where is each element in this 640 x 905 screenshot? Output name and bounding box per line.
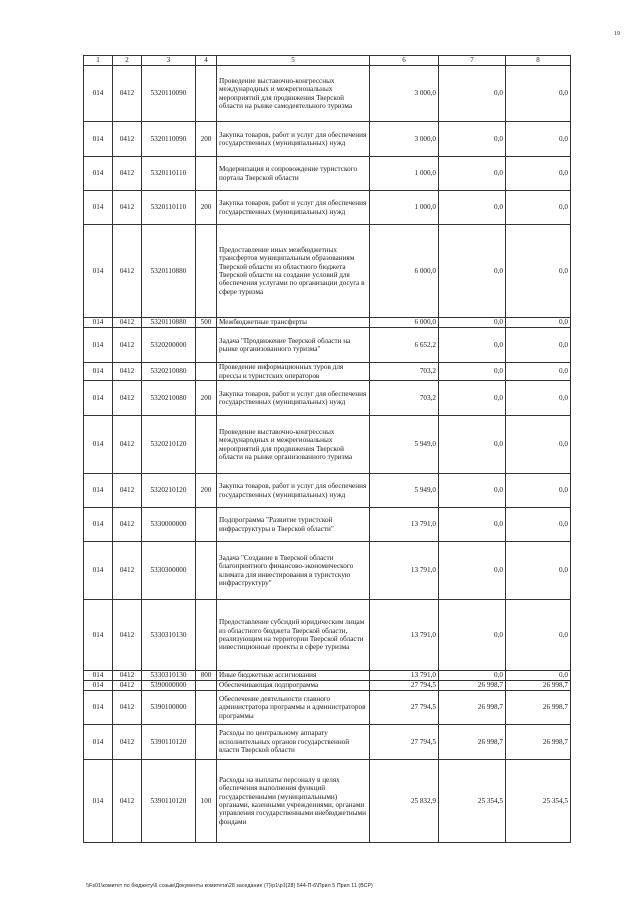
subsection-cell: 0412 [113,760,142,843]
table-row [84,66,571,122]
amount-cell: 5 949,0 [370,416,439,474]
article-cell: 5320110880 [142,225,196,318]
section-cell: 014 [84,157,113,191]
table-row [84,381,571,416]
subsection-cell: 0412 [113,671,142,681]
amount-cell: 13 791,0 [370,508,439,542]
column-header: 6 [370,56,439,66]
amount-cell: 0,0 [439,225,506,318]
item-name-cell: Проведение выставочно-конгрессных международных и межрегиональных мероприятий для продвижения Тверской области на рынке самодеятельного туризма [217,66,370,122]
section-cell: 014 [84,328,113,363]
expense-type-cell [196,681,217,691]
column-header: 5 [217,56,370,66]
article-cell: 5320210120 [142,474,196,508]
amount-cell: 3 000,0 [370,66,439,122]
amount-cell: 0,0 [439,191,506,225]
table-row [84,157,571,191]
expense-type-cell [196,725,217,760]
table-row [84,416,571,474]
expense-type-cell: 800 [196,671,217,681]
section-cell: 014 [84,318,113,328]
section-cell: 014 [84,416,113,474]
section-cell: 014 [84,542,113,600]
budget-table [83,55,571,843]
amount-cell: 0,0 [506,474,571,508]
amount-cell: 25 354,5 [439,760,506,843]
table-row [84,671,571,681]
expense-type-cell [196,542,217,600]
subsection-cell: 0412 [113,363,142,381]
table-row [84,318,571,328]
amount-cell: 0,0 [506,600,571,671]
section-cell: 014 [84,474,113,508]
article-cell: 5320210120 [142,416,196,474]
amount-cell: 3 000,0 [370,122,439,157]
section-cell: 014 [84,381,113,416]
subsection-cell: 0412 [113,381,142,416]
section-cell: 014 [84,681,113,691]
amount-cell: 25 354,5 [506,760,571,843]
amount-cell: 703,2 [370,363,439,381]
amount-cell: 0,0 [506,328,571,363]
column-header: 8 [506,56,571,66]
amount-cell: 0,0 [506,157,571,191]
expense-type-cell [196,600,217,671]
expense-type-cell [196,328,217,363]
subsection-cell: 0412 [113,681,142,691]
item-name-cell: Задача "Создание в Тверской области благоприятного финансово-экономического климата для инвестирования в туристскую инфраструктуру" [217,542,370,600]
column-header: 3 [142,56,196,66]
table-row [84,600,571,671]
column-header: 1 [84,56,113,66]
section-cell: 014 [84,191,113,225]
subsection-cell: 0412 [113,328,142,363]
article-cell: 5330310130 [142,671,196,681]
article-cell: 5320210080 [142,363,196,381]
article-cell: 5390000000 [142,681,196,691]
table-row [84,760,571,843]
expense-type-cell [196,157,217,191]
section-cell: 014 [84,508,113,542]
expense-type-cell: 500 [196,318,217,328]
amount-cell: 0,0 [439,157,506,191]
item-name-cell: Закупка товаров, работ и услуг для обеспечения государственных (муниципальных) нужд [217,474,370,508]
subsection-cell: 0412 [113,157,142,191]
item-name-cell: Модернизация и сопровождение туристского портала Тверской области [217,157,370,191]
amount-cell: 27 794,5 [370,691,439,725]
amount-cell: 0,0 [439,600,506,671]
amount-cell: 26 998,7 [439,681,506,691]
amount-cell: 26 998,7 [506,681,571,691]
amount-cell: 1 000,0 [370,157,439,191]
file-path-footer: \\Fs01\комитет по бюджету\6 созыв\Документы комитета\28 заседание (7)\p1\p1(28) 544-П-6\Прил 5 Прил 11 (ВСР) [86,883,373,889]
article-cell: 5330300000 [142,542,196,600]
table-row [84,681,571,691]
amount-cell: 0,0 [439,416,506,474]
amount-cell: 6 000,0 [370,318,439,328]
subsection-cell: 0412 [113,416,142,474]
column-header: 7 [439,56,506,66]
amount-cell: 13 791,0 [370,671,439,681]
table-row [84,691,571,725]
amount-cell: 1 000,0 [370,191,439,225]
article-cell: 5330000000 [142,508,196,542]
table-row [84,191,571,225]
amount-cell: 703,2 [370,381,439,416]
table-row [84,508,571,542]
expense-type-cell: 200 [196,474,217,508]
amount-cell: 27 794,5 [370,725,439,760]
item-name-cell: Проведение выставочно-конгрессных международных и межрегиональных мероприятий для продвижения Тверской области на рынке организованного туризма [217,416,370,474]
subsection-cell: 0412 [113,474,142,508]
subsection-cell: 0412 [113,318,142,328]
article-cell: 5320110110 [142,191,196,225]
amount-cell: 26 998,7 [439,691,506,725]
amount-cell: 0,0 [506,416,571,474]
section-cell: 014 [84,66,113,122]
column-header: 4 [196,56,217,66]
section-cell: 014 [84,122,113,157]
item-name-cell: Подпрограмма "Развитие туристской инфраструктуры в Тверской области" [217,508,370,542]
table-row [84,363,571,381]
amount-cell: 13 791,0 [370,542,439,600]
table-row [84,122,571,157]
table-row [84,542,571,600]
expense-type-cell [196,416,217,474]
item-name-cell: Обеспечивающая подпрограмма [217,681,370,691]
amount-cell: 26 998,7 [506,725,571,760]
amount-cell: 0,0 [439,542,506,600]
subsection-cell: 0412 [113,191,142,225]
item-name-cell: Проведение информационных туров для прессы и туристских операторов [217,363,370,381]
article-cell: 5320200000 [142,328,196,363]
subsection-cell: 0412 [113,508,142,542]
amount-cell: 0,0 [439,318,506,328]
amount-cell: 0,0 [506,542,571,600]
subsection-cell: 0412 [113,542,142,600]
amount-cell: 0,0 [439,122,506,157]
expense-type-cell [196,225,217,318]
amount-cell: 27 794,5 [370,681,439,691]
item-name-cell: Задача "Продвижение Тверской области на рынке организованного туризма" [217,328,370,363]
article-cell: 5390110120 [142,760,196,843]
item-name-cell: Межбюджетные трансферты [217,318,370,328]
item-name-cell: Иные бюджетные ассигнования [217,671,370,681]
article-cell: 5390110120 [142,725,196,760]
item-name-cell: Обеспечение деятельности главного администратора программы и администраторов программы [217,691,370,725]
amount-cell: 5 949,0 [370,474,439,508]
table-row [84,328,571,363]
amount-cell: 6 652,2 [370,328,439,363]
expense-type-cell [196,363,217,381]
amount-cell: 0,0 [506,671,571,681]
article-cell: 5320210080 [142,381,196,416]
section-cell: 014 [84,671,113,681]
amount-cell: 0,0 [439,671,506,681]
article-cell: 5330310130 [142,600,196,671]
item-name-cell: Предоставление субсидий юридическим лицам из областного бюджета Тверской области, реализующим на территории Тверской области инвестиционные проекты в сфере туризма [217,600,370,671]
article-cell: 5320110880 [142,318,196,328]
amount-cell: 0,0 [439,508,506,542]
section-cell: 014 [84,725,113,760]
item-name-cell: Расходы на выплаты персоналу в целях обеспечения выполнения функций государственными (муниципальными) органами, казенными учреждениями, органами управления государственными внебюджетными фондами [217,760,370,843]
subsection-cell: 0412 [113,66,142,122]
table-header-row [84,56,571,66]
amount-cell: 0,0 [439,363,506,381]
item-name-cell: Предоставление иных межбюджетных трансфертов муниципальным образованиям Тверской области из областного бюджета Тверской области на создание условий для обеспечения услугами по организации досуга в сфере туризма [217,225,370,318]
expense-type-cell: 200 [196,122,217,157]
section-cell: 014 [84,691,113,725]
table-row [84,474,571,508]
amount-cell: 25 832,9 [370,760,439,843]
amount-cell: 26 998,7 [506,691,571,725]
table-row [84,225,571,318]
item-name-cell: Закупка товаров, работ и услуг для обеспечения государственных (муниципальных) нужд [217,191,370,225]
amount-cell: 13 791,0 [370,600,439,671]
article-cell: 5320110110 [142,157,196,191]
amount-cell: 0,0 [439,66,506,122]
amount-cell: 0,0 [506,318,571,328]
article-cell: 5390100000 [142,691,196,725]
expense-type-cell: 200 [196,381,217,416]
amount-cell: 0,0 [506,225,571,318]
amount-cell: 0,0 [439,328,506,363]
section-cell: 014 [84,760,113,843]
expense-type-cell [196,691,217,725]
column-header: 2 [113,56,142,66]
expense-type-cell: 200 [196,191,217,225]
item-name-cell: Расходы по центральному аппарату исполнительных органов государственной власти Тверской области [217,725,370,760]
amount-cell: 0,0 [506,508,571,542]
amount-cell: 0,0 [506,66,571,122]
amount-cell: 0,0 [506,381,571,416]
amount-cell: 0,0 [506,363,571,381]
amount-cell: 0,0 [506,191,571,225]
expense-type-cell [196,508,217,542]
subsection-cell: 0412 [113,725,142,760]
article-cell: 5320110090 [142,122,196,157]
table-row [84,725,571,760]
section-cell: 014 [84,600,113,671]
section-cell: 014 [84,363,113,381]
amount-cell: 6 000,0 [370,225,439,318]
subsection-cell: 0412 [113,691,142,725]
amount-cell: 0,0 [439,381,506,416]
page-number: 19 [614,31,620,37]
subsection-cell: 0412 [113,600,142,671]
article-cell: 5320110090 [142,66,196,122]
expense-type-cell: 100 [196,760,217,843]
amount-cell: 0,0 [439,474,506,508]
subsection-cell: 0412 [113,122,142,157]
amount-cell: 26 998,7 [439,725,506,760]
item-name-cell: Закупка товаров, работ и услуг для обеспечения государственных (муниципальных) нужд [217,381,370,416]
subsection-cell: 0412 [113,225,142,318]
section-cell: 014 [84,225,113,318]
item-name-cell: Закупка товаров, работ и услуг для обеспечения государственных (муниципальных) нужд [217,122,370,157]
expense-type-cell [196,66,217,122]
amount-cell: 0,0 [506,122,571,157]
